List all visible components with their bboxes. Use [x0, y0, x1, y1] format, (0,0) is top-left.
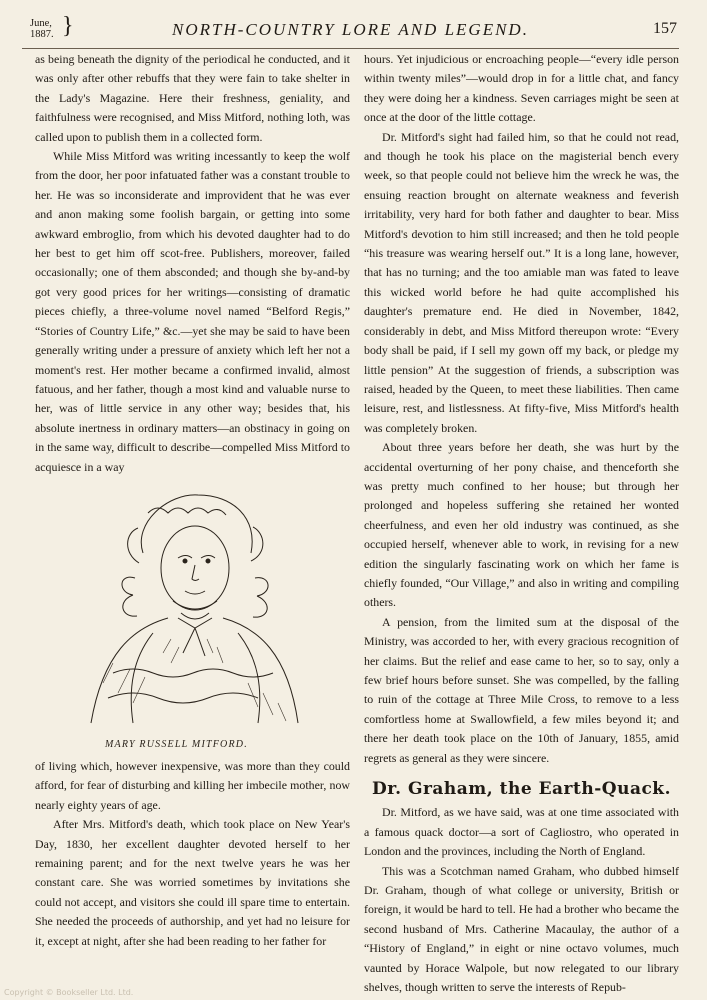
copyright-footer: Copyright © Bookseller Ltd. Ltd.	[4, 988, 134, 997]
paragraph: hours. Yet injudicious or encroaching people—“every idle person within twenty miles”—would drop in for a little chat, and fancy they were doing her a kindness. Seven carriages might be seen at once at the door of the little cottage.	[364, 52, 679, 125]
issue-month: June,	[30, 18, 52, 29]
paragraph: A pension, from the limited sum at the disposal of the Ministry, was accorded to her, with every gracious recognition of her claims. But the relief and ease came to her, so to say, only a few brief hours before sunset. She was compelled, by the falling to ruin of the cottage at Three Mile Cross, to remove to a less comfortless home at Swallowfield, a few miles beyond it; and there her death took place on the 10th of January, 1855, amid regrets as general as they were sincere.	[364, 614, 679, 765]
paragraph: About three years before her death, she was hurt by the accidental overturning of her pony chaise, and thenceforth she was pretty much confined to her house; but through her prolonged and hopeless suffering she retained her wonted cheerfulness, and even her old industry was continued, as she occupied herself, whenever able to work, in revising for a new edition the singularly fascinating work on which her fame is chiefly founded, “Our Village,” and also in writing and compiling others.	[364, 440, 679, 610]
running-head	[22, 14, 679, 49]
right-column	[364, 50, 679, 998]
paragraph: Dr. Mitford, as we have said, was at one time associated with a famous quack doctor—a sort of Cagliostro, who operated in London and the provinces, including the North of England.	[364, 805, 679, 859]
issue-year: 1887.	[30, 29, 54, 40]
left-column	[35, 50, 350, 951]
paragraph: After Mrs. Mitford's death, which took place on New Year's Day, 1830, her excellent daughter devoted herself to her remaining parent; and for the next twelve years he was her constant care. She was worried sometimes by invitations she could not accept, and visitors she could ill spare time to entertain. She needed the proceeds of authorship, and yet had no leisure for it, except at night, after she had been reading to her father for	[35, 817, 350, 948]
brace-glyph: }	[62, 13, 74, 39]
portrait-illustration	[73, 483, 313, 733]
section-heading: Dr. Graham, the Earth-Quack.	[371, 779, 672, 800]
portrait-caption: MARY RUSSELL MITFORD.	[105, 738, 248, 750]
paragraph: as being beneath the dignity of the periodical he conducted, and it was only after other rebuffs that they were fain to take shelter in the Lady's Magazine. Here their freshness, geniality, and faithfulness were recognised, and Miss Mitford, nothing loth, was called upon to publish them in a collected form.	[35, 52, 350, 144]
journal-title: NORTH-COUNTRY LORE AND LEGEND.	[172, 20, 529, 39]
portrait-engraving	[35, 483, 350, 753]
paragraph: This was a Scotchman named Graham, who dubbed himself Dr. Graham, though of what college or university, British or foreign, it would be hard to tell. He had a brother who became the second husband of Mrs. Catherine Macaulay, the author of a “History of England,” in eight or nine octavo volumes, much vaunted by Horace Walpole, but now relegated to our library shelves, though written to serve the interests of Repub-	[364, 863, 679, 995]
paragraph: Dr. Mitford's sight had failed him, so that he could not read, and though he took his place on the magisterial bench every week, so that people could not believe him the wreck he was, the ensuing reaction brought on alternate weakness and feverish irritability, very hard for both father and daughter to bear. Miss Mitford's devotion to him still increased; and then he told people “his treasure was wearing herself out.” It is a long lane, however, that has no turning; and the too amiable man was fated to leave this wicked world before he had quite accomplished his daughter's premature end. He died in November, 1842, considerably in debt, and Miss Mitford thereupon wrote: “Every body shall be paid, if I sell my gown off my back, or pledge my little pension” At the suggestion of friends, a subscription was raised, headed by the Queen, to meet these liabilities. Then came leisure, rest, and listlessness. At fifty-five, Miss Mitford's health was completely broken.	[364, 129, 679, 435]
page-number: 157	[653, 20, 677, 37]
paragraph: While Miss Mitford was writing incessantly to keep the wolf from the door, her poor infatuated father was a constant trouble to her. He was so inconsiderate and improvident that he was ever and anon making some foolish bargain, or getting into some awkward embroglio, from which his devoted daughter had to do her best to get him off scot-free. Publishers, moreover, failed occasionally; one of them absconded; and though she by-and-by got very good prices for her writings—consisting of dramatic pieces chiefly, a three-volume novel named “Belford Regis,” “Stories of Country Life,” &c.—yet she may be said to have been generally writing under a pressure of anxiety which left her not a moment's rest. Her mother became a confirmed invalid, almost fatuous, and her father, though a most kind and valuable nurse to her, was of little service in any other way; besides that, his absolute inertness in ordinary matters—an obstinacy in going on in the same way, difficult to describe—compelled Miss Mitford to acquiesce in a way	[35, 149, 350, 474]
paragraph: of living which, however inexpensive, was more than they could afford, for fear of disturbing and killing her imbecile mother, now nearly eighty years of age.	[35, 758, 350, 812]
